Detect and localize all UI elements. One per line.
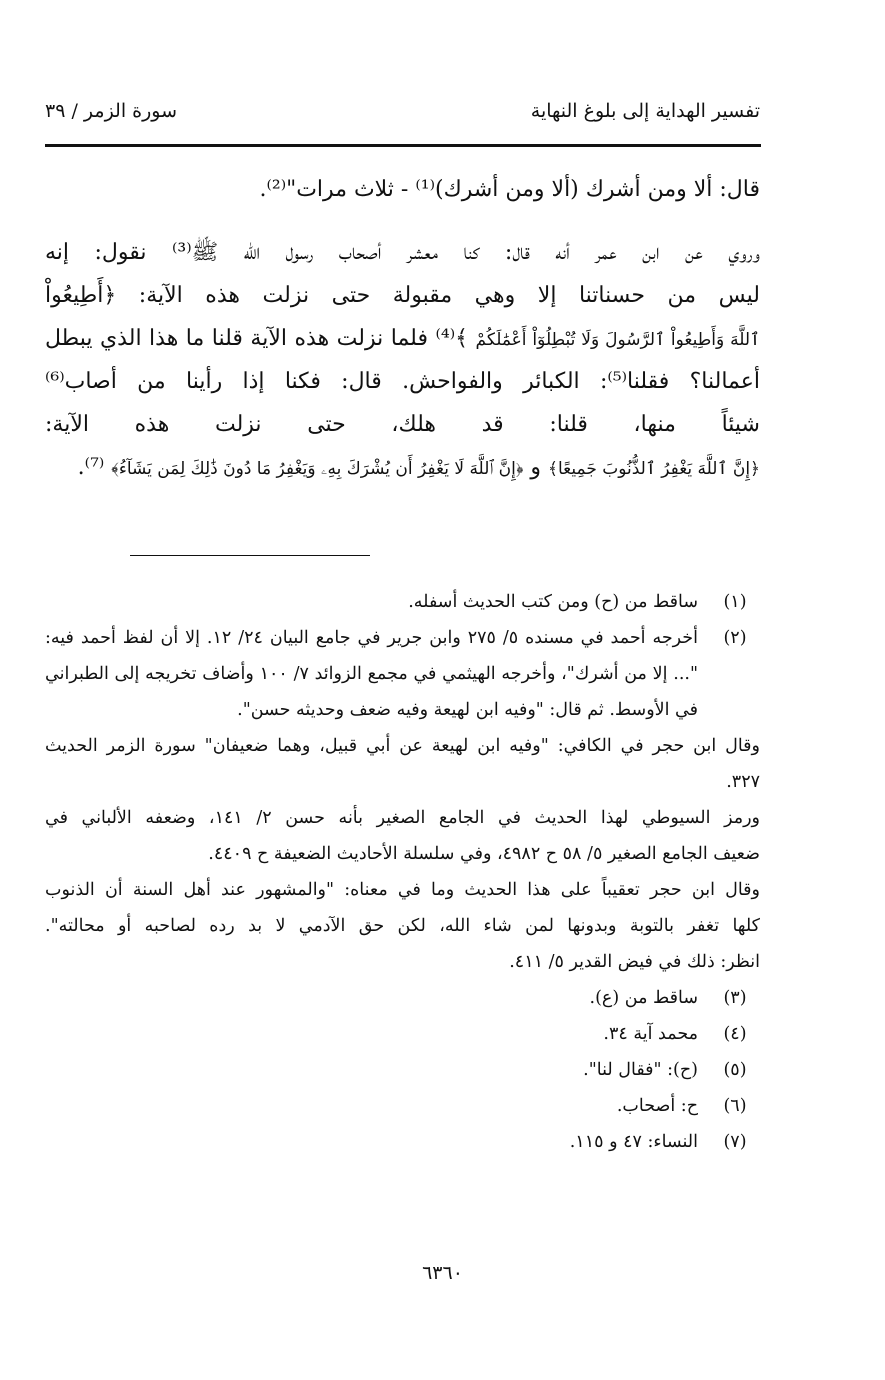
footnote-text: ساقط من (ح) ومن كتب الحديث أسفله. (408, 592, 698, 612)
footnote-text: ح: أصحاب. (616, 1096, 698, 1116)
footnote-number: (٧) (723, 1132, 747, 1152)
paragraph-2-line-6 (45, 446, 760, 489)
quran-verse: ﴿إِنَّ ٱللَّهَ لَا يَغْفِرُ أَن يُشْرَكَ بِهِۦ وَيَغْفِرُ مَا دُونَ ذَٰلِكَ لِمَن يَشَآءُ﴾ (111, 459, 524, 479)
footnote-number: (١) (723, 592, 747, 612)
footnote-2-continued (45, 800, 760, 872)
footnote-number: (٢) (723, 628, 747, 648)
conjunction: و (530, 455, 542, 480)
book-title: تفسير الهداية إلى بلوغ النهاية (530, 100, 760, 122)
footnote-3 (45, 980, 760, 1016)
paragraph-2-line-4: أعمالنا؟ فقلنا⁽⁵⁾: الكبائر والفواحش. قال: فكنا إذا رأينا من أصاب⁽⁶⁾ (45, 369, 760, 394)
footnote-text: "... إلا من أشرك"، وأخرجه الهيثمي في مجمع الزوائد ٧/ ١٠٠ وأضاف تخريجه إلى الطبراني (45, 664, 698, 684)
footnote-text: ساقط من (ع). (589, 988, 698, 1008)
paragraph-2-line-5: شيئاً منها، قلنا: قد هلك، حتى نزلت هذه الآية: (45, 412, 760, 437)
footnote-6 (45, 1088, 760, 1124)
footnote-separator (130, 555, 370, 556)
footnote-number: (٣) (723, 988, 747, 1008)
footnote-text: محمد آية ٣٤. (603, 1024, 698, 1044)
running-header (45, 100, 760, 134)
footnote-4 (45, 1016, 760, 1052)
paragraph-2-line-2: ليس من حسناتنا إلا وهي مقبولة حتى نزلت هذه الآية: ﴿أَطِيعُواْ (45, 283, 760, 308)
footnote-number: (٤) (723, 1024, 747, 1044)
footnote-text: وقال ابن حجر تعقيباً على هذا الحديث وما في معناه: "والمشهور عند أهل السنة أن الذنوب (45, 880, 760, 900)
footnote-1 (45, 584, 760, 620)
footnote-2 (45, 620, 760, 728)
footnote-text: النساء: ٤٧ و ١١٥. (569, 1132, 698, 1152)
footnote-text: ورمز السيوطي لهذا الحديث في الجامع الصغير بأنه حسن ٢/ ١٤١، وضعفه الألباني في (45, 808, 760, 828)
footnote-text: كلها تغفر بالتوبة وبدونها لمن شاء الله، لكن حق الآدمي لا بد رده لصاحبه أو محالته". (45, 916, 760, 936)
paragraph-2-line-3-text: ﴾⁽⁴⁾ فلما نزلت هذه الآية قلنا ما هذا الذي يبطل (45, 326, 468, 351)
footnote-text: وقال ابن حجر في الكافي: "وفيه ابن لهيعة عن أبي قبيل، وهما ضعيفان" سورة الزمر الحديث (45, 736, 760, 756)
footnote-text: ضعيف الجامع الصغير ٥/ ٥٨ ح ٤٩٨٢، وفي سلسلة الأحاديث الضعيفة ح ٤٤٠٩. (208, 844, 760, 864)
paragraph-2-line-3 (45, 317, 760, 360)
quran-verse: ﴿إِنَّ ٱللَّهَ يَغْفِرُ ٱلذُّنُوبَ جَمِيعًا﴾ (548, 459, 760, 479)
quran-verse: ٱللَّهَ وَأَطِيعُواْ ٱلرَّسُولَ وَلَا تُبْطِلُوٓاْ أَعْمَٰلَكُمْ (475, 330, 760, 350)
footnote-text: (ح): "فقال لنا". (583, 1060, 698, 1080)
paragraph-1: قال: ألا ومن أشرك (ألا ومن أشرك)⁽¹⁾ - ثلاث مرات"⁽²⁾. (259, 177, 760, 202)
footnote-number: (٥) (723, 1060, 747, 1080)
header-rule (45, 144, 761, 147)
main-text (45, 168, 760, 489)
footnote-text: انظر: ذلك في فيض القدير ٥/ ٤١١. (509, 952, 760, 972)
page-number: ٦٣٦٠ (422, 1262, 463, 1284)
surah-reference: سورة الزمر / ٣٩ (45, 100, 178, 122)
footnote-2-continued (45, 872, 760, 980)
footnote-7 (45, 1124, 760, 1160)
footnote-ref: ⁽⁷⁾. (77, 455, 105, 480)
footnote-text: ٣٢٧. (726, 772, 760, 792)
footnote-2-continued (45, 728, 760, 800)
footnote-text: في الأوسط. ثم قال: "وفيه ابن لهيعة وفيه ضعف وحديثه حسن". (237, 700, 698, 720)
paragraph-2-line-1: وروي عن ابن عمر أنه قال: كنا معشر أصحاب رسول الله ﷺ⁽³⁾ نقول: إنه (45, 240, 760, 265)
footnotes (45, 584, 760, 1160)
footnote-number: (٦) (723, 1096, 747, 1116)
footnote-5 (45, 1052, 760, 1088)
footnote-text: أخرجه أحمد في مسنده ٥/ ٢٧٥ وابن جرير في جامع البيان ٢٤/ ١٢. إلا أن لفظ أحمد فيه: (45, 628, 698, 648)
